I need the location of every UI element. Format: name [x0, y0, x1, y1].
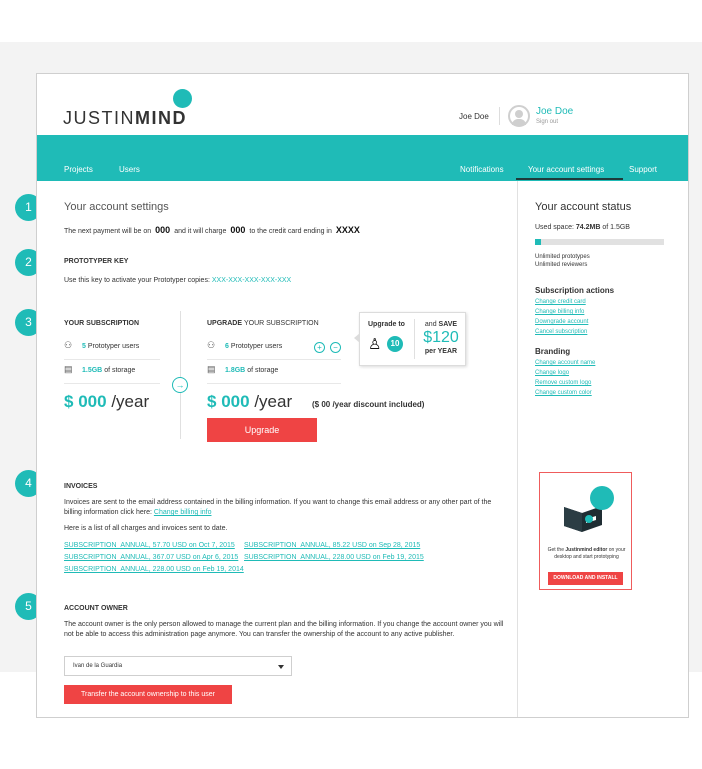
current-price-symbol: $	[64, 392, 74, 411]
offer-divider	[414, 319, 415, 359]
next-payment-post: to the credit card ending in	[249, 228, 332, 235]
page-title: Your account settings	[64, 201, 169, 213]
offer-amount: $120	[423, 329, 459, 346]
download-install-button[interactable]: DOWNLOAD AND INSTALL	[548, 572, 623, 585]
unlimited-prototypes: Unlimited prototypes	[535, 254, 590, 260]
upgrade-offer-box	[359, 312, 466, 366]
app-window	[36, 73, 689, 718]
downgrade-account-link[interactable]: Downgrade account	[535, 319, 589, 325]
storage-icon: ▤	[207, 364, 216, 374]
transfer-ownership-button[interactable]: Transfer the account ownership to this user	[64, 685, 232, 704]
invoice-link[interactable]: SUBSCRIPTION_ANNUAL, 367.07 USD on Apr 6, 2015	[64, 554, 239, 561]
content-area	[37, 181, 688, 717]
current-users-label: Prototyper users	[87, 343, 140, 350]
cancel-subscription-link[interactable]: Cancel subscription	[535, 329, 588, 335]
header-divider	[499, 107, 500, 125]
offer-and: and	[424, 321, 437, 328]
storage-progress-fill	[535, 239, 541, 245]
subscription-actions-heading: Subscription actions	[535, 286, 615, 295]
upgrade-subscription-heading	[207, 320, 319, 327]
nav-active-indicator	[516, 178, 623, 180]
invoices-text: Invoices are sent to the email address contained in the billing information. If you want to change this email address or any other part of the billing information click here:	[64, 499, 492, 516]
used-space-value: 74.2MB	[575, 224, 601, 231]
sign-out-link[interactable]: Sign out	[536, 119, 559, 125]
upgrade-users	[225, 343, 282, 350]
upgrade-price-symbol: $	[207, 392, 217, 411]
discount-text: ($ 00 /year discount included)	[312, 400, 425, 409]
upgrade-price-period: /year	[254, 392, 293, 411]
promo-line2: on your desktop and start prototyping	[554, 547, 626, 560]
change-billing-info-link[interactable]: Change billing info	[153, 509, 212, 516]
remove-custom-logo-link[interactable]: Remove custom logo	[535, 380, 592, 386]
upgrade-price-value: 000	[221, 392, 250, 411]
promo-text	[544, 547, 629, 561]
editor-promo-banner	[539, 472, 632, 590]
upgrade-storage-amount: 1.8GB	[225, 367, 246, 374]
promo-small-dot-icon	[585, 515, 593, 523]
annotation-badge-2: 2	[15, 249, 42, 276]
your-subscription-heading: YOUR SUBSCRIPTION	[64, 320, 140, 327]
justinmind-logo[interactable]	[63, 108, 187, 129]
package-box-icon	[560, 499, 606, 531]
offer-save: SAVE	[438, 321, 458, 328]
prototyper-key-heading: PROTOTYPER KEY	[64, 258, 129, 265]
next-payment-text	[64, 225, 364, 235]
current-price-period: /year	[111, 392, 150, 411]
account-status-title: Your account status	[535, 201, 632, 213]
branding-heading: Branding	[535, 347, 571, 356]
current-users	[82, 343, 139, 350]
account-owner-heading: ACCOUNT OWNER	[64, 605, 128, 612]
current-storage-amount: 1.5GB	[82, 367, 103, 374]
change-billing-info-sidebar-link[interactable]: Change billing info	[535, 309, 585, 315]
upgrade-count-badge: 10	[387, 336, 403, 352]
storage-icon: ▤	[64, 364, 73, 374]
upgrade-to-label: Upgrade to	[368, 321, 405, 328]
used-space-label: Used space:	[535, 224, 574, 231]
main-nav	[37, 135, 688, 181]
chevron-down-icon	[278, 665, 284, 669]
divider	[207, 383, 341, 384]
unlimited-reviewers: Unlimited reviewers	[535, 262, 588, 268]
header-username: Joe Doe	[459, 112, 489, 121]
change-logo-link[interactable]: Change logo	[535, 370, 570, 376]
offer-and-save	[417, 321, 465, 328]
invoice-link[interactable]: SUBSCRIPTION_ANNUAL, 228.00 USD on Feb 19, 2015	[244, 554, 424, 561]
current-price	[64, 392, 149, 412]
invoices-heading: INVOICES	[64, 483, 98, 490]
decrease-users-button[interactable]: −	[330, 342, 341, 353]
prototyper-key-text	[64, 277, 291, 284]
user-avatar-icon[interactable]	[508, 105, 530, 127]
increase-users-button[interactable]: +	[314, 342, 325, 353]
upgrade-heading-rest: YOUR SUBSCRIPTION	[243, 320, 319, 327]
divider	[64, 383, 160, 384]
user-icon: ♙	[368, 336, 382, 353]
invoice-link[interactable]: SUBSCRIPTION_ANNUAL, 228.00 USD on Feb 19, 2014	[64, 566, 244, 573]
offer-per-year: per YEAR	[424, 348, 458, 355]
used-space-total: of 1.5GB	[602, 224, 630, 231]
upgrade-button[interactable]: Upgrade	[207, 418, 317, 442]
account-status-sidebar	[517, 181, 688, 717]
header	[37, 74, 688, 135]
users-icon: ⚇	[64, 340, 73, 350]
card-ending: XXXX	[335, 225, 360, 235]
next-payment-mid: and it will charge	[174, 228, 227, 235]
change-account-name-link[interactable]: Change account name	[535, 360, 596, 366]
nav-account-settings[interactable]: Your account settings	[528, 165, 605, 174]
divider	[207, 359, 341, 360]
next-payment-date: 000	[155, 225, 171, 235]
promo-line1: Get the	[547, 547, 564, 553]
nav-projects[interactable]: Projects	[64, 165, 93, 174]
upgrade-storage-label: of storage	[247, 367, 279, 374]
invoices-list-intro: Here is a list of all charges and invoices sent to date.	[64, 525, 228, 532]
header-user-name-link[interactable]: Joe Doe	[536, 106, 574, 117]
logo-text-bold: MIND	[135, 108, 187, 128]
invoice-link[interactable]: SUBSCRIPTION_ANNUAL, 85.22 USD on Sep 28, 2015	[244, 542, 421, 549]
account-owner-selected: Ivan de la Guardia	[73, 663, 123, 669]
nav-users[interactable]: Users	[119, 165, 140, 174]
change-custom-color-link[interactable]: Change custom color	[535, 390, 592, 396]
current-storage-label: of storage	[104, 367, 136, 374]
nav-notifications[interactable]: Notifications	[460, 165, 504, 174]
promo-line1-bold: Justinmind editor	[565, 547, 608, 553]
used-space	[535, 224, 630, 231]
change-credit-card-link[interactable]: Change credit card	[535, 299, 586, 305]
divider	[64, 359, 160, 360]
annotation-badge-4: 4	[15, 470, 42, 497]
arrow-right-icon: →	[172, 377, 188, 393]
subscription-divider	[180, 311, 181, 439]
nav-support[interactable]: Support	[629, 165, 658, 174]
logo-text-light: JUSTIN	[63, 108, 135, 128]
promo-dot-icon	[590, 486, 614, 510]
annotation-badge-3: 3	[15, 309, 42, 336]
logo-dot-icon	[173, 89, 192, 108]
storage-progress-bar	[535, 239, 664, 245]
current-price-value: 000	[78, 392, 107, 411]
upgrade-storage	[225, 367, 278, 374]
current-storage	[82, 367, 135, 374]
main-panel	[37, 181, 517, 717]
prototyper-key-value[interactable]: XXX-XXX-XXX-XXX-XXX	[211, 277, 292, 284]
prototyper-key-label: Use this key to activate your Prototyper copies:	[64, 277, 210, 284]
upgrade-users-count: 6	[225, 343, 229, 350]
invoices-description	[64, 498, 509, 518]
upgrade-heading-bold: UPGRADE	[207, 320, 243, 327]
upgrade-users-label: Prototyper users	[230, 343, 283, 350]
invoice-link[interactable]: SUBSCRIPTION_ANNUAL, 57.70 USD on Oct 7, 2015	[64, 542, 235, 549]
users-icon: ⚇	[207, 340, 216, 350]
next-payment-pre: The next payment will be on	[64, 228, 152, 235]
current-users-count: 5	[82, 343, 86, 350]
next-payment-amount: 000	[230, 225, 246, 235]
upgrade-price	[207, 392, 292, 412]
account-owner-select[interactable]	[64, 656, 292, 676]
annotation-badge-5: 5	[15, 593, 42, 620]
account-owner-description: The account owner is the only person allowed to manage the current plan and the billing information. If you change the account owner you will not be able to access this administration page anymore. You can transfer the ownership of the account to any active publisher.	[64, 621, 504, 638]
annotation-badge-1: 1	[15, 194, 42, 221]
